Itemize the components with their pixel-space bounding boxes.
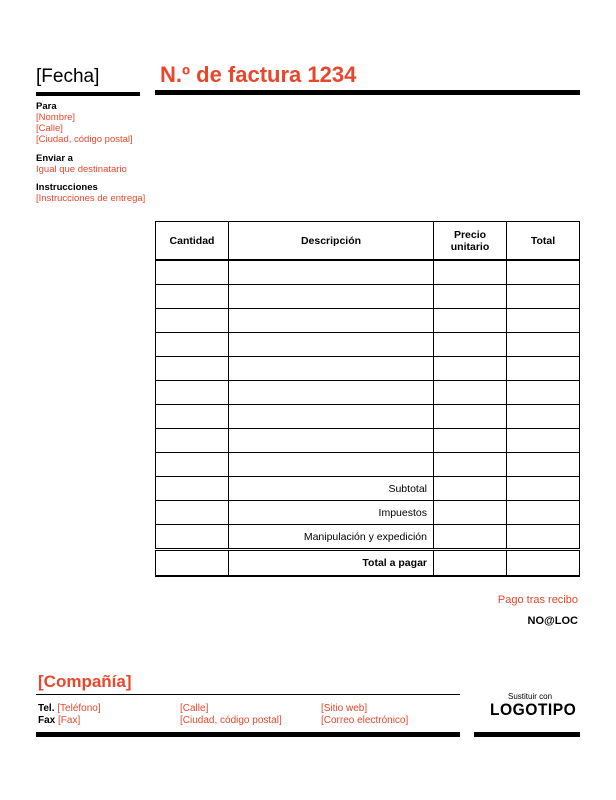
cell[interactable] <box>156 285 229 309</box>
logo-placeholder: LOGOTIPO <box>490 700 577 719</box>
cell[interactable] <box>229 285 434 309</box>
subtotal-value[interactable] <box>507 477 580 501</box>
cell[interactable] <box>434 260 507 285</box>
total-due-row <box>156 550 580 577</box>
taxes-label: Impuestos <box>229 501 434 525</box>
instructions-block <box>36 182 145 204</box>
instructions-label: Instrucciones <box>36 182 98 193</box>
instructions-value: [Instrucciones de entrega] <box>36 193 146 204</box>
cell[interactable] <box>507 285 580 309</box>
cell[interactable] <box>434 525 507 550</box>
footer-city: [Ciudad, código postal] <box>180 715 282 726</box>
title-rule <box>155 90 580 95</box>
table-row <box>156 285 580 309</box>
cell[interactable] <box>229 333 434 357</box>
ship-to-block <box>36 153 127 175</box>
recipient-city: [Ciudad, código postal] <box>36 134 133 145</box>
logo-subtitle: Sustituir con <box>508 692 553 701</box>
recipient-street: [Calle] <box>36 123 63 134</box>
cell[interactable] <box>156 260 229 285</box>
shipping-value[interactable] <box>507 525 580 550</box>
footer-address-column <box>180 703 282 727</box>
header-unit-price-line2: unitario <box>450 240 490 253</box>
table-row <box>156 453 580 477</box>
shipping-label: Manipulación y expedición <box>229 525 434 550</box>
cell[interactable] <box>507 357 580 381</box>
cell[interactable] <box>507 309 580 333</box>
fax-value: [Fax] <box>58 715 81 726</box>
footer-contact-column <box>38 703 101 727</box>
cell[interactable] <box>507 405 580 429</box>
footer-email: [Correo electrónico] <box>321 715 409 726</box>
cell[interactable] <box>507 333 580 357</box>
noloc-text: NO@LOC <box>527 615 578 627</box>
invoice-date: [Fecha] <box>36 66 100 87</box>
cell[interactable] <box>229 309 434 333</box>
fax-label: Fax <box>38 715 56 726</box>
table-row <box>156 381 580 405</box>
taxes-row <box>156 501 580 525</box>
date-rule <box>36 92 140 96</box>
company-rule <box>36 694 460 695</box>
payment-terms: Pago tras recibo <box>497 594 578 606</box>
subtotal-row <box>156 477 580 501</box>
header-unit-price <box>434 222 507 261</box>
cell[interactable] <box>434 357 507 381</box>
table-header-row <box>156 222 580 261</box>
cell[interactable] <box>156 405 229 429</box>
cell[interactable] <box>229 429 434 453</box>
cell <box>156 550 229 577</box>
table-row <box>156 260 580 285</box>
cell[interactable] <box>156 429 229 453</box>
recipient-block <box>36 101 133 145</box>
footer-rule-left <box>36 732 460 737</box>
footer-street: [Calle] <box>180 703 209 714</box>
cell[interactable] <box>507 381 580 405</box>
cell[interactable] <box>434 477 507 501</box>
recipient-name: [Nombre] <box>36 112 76 123</box>
invoice-number-title: N.º de factura 1234 <box>160 62 357 87</box>
cell[interactable] <box>156 453 229 477</box>
cell[interactable] <box>507 453 580 477</box>
cell[interactable] <box>434 405 507 429</box>
cell[interactable] <box>434 501 507 525</box>
header-unit-price-line1: Precio <box>453 228 487 241</box>
cell[interactable] <box>229 260 434 285</box>
header-quantity: Cantidad <box>156 222 229 261</box>
cell[interactable] <box>434 381 507 405</box>
cell[interactable] <box>434 333 507 357</box>
ship-to-value: Igual que destinatario <box>36 164 127 175</box>
cell <box>156 525 229 550</box>
table-row <box>156 429 580 453</box>
cell <box>156 501 229 525</box>
footer-web-column <box>321 703 408 727</box>
cell[interactable] <box>229 381 434 405</box>
table-row <box>156 333 580 357</box>
header-description: Descripción <box>229 222 434 261</box>
table-row <box>156 405 580 429</box>
cell[interactable] <box>229 357 434 381</box>
table-row <box>156 309 580 333</box>
cell <box>156 477 229 501</box>
cell[interactable] <box>156 381 229 405</box>
table-row <box>156 357 580 381</box>
cell[interactable] <box>434 309 507 333</box>
total-due-value[interactable] <box>507 550 580 577</box>
cell[interactable] <box>434 429 507 453</box>
cell[interactable] <box>507 260 580 285</box>
subtotal-label: Subtotal <box>229 477 434 501</box>
cell[interactable] <box>507 429 580 453</box>
cell[interactable] <box>434 453 507 477</box>
cell[interactable] <box>434 550 507 577</box>
taxes-value[interactable] <box>507 501 580 525</box>
cell[interactable] <box>434 285 507 309</box>
cell[interactable] <box>229 453 434 477</box>
cell[interactable] <box>229 405 434 429</box>
cell[interactable] <box>156 309 229 333</box>
header-total: Total <box>507 222 580 261</box>
recipient-label: Para <box>36 101 57 112</box>
ship-to-label: Enviar a <box>36 153 73 164</box>
cell[interactable] <box>156 357 229 381</box>
company-name: [Compañía] <box>38 672 132 691</box>
footer-website: [Sitio web] <box>321 703 368 714</box>
items-table <box>155 221 580 577</box>
cell[interactable] <box>156 333 229 357</box>
footer-rule-right <box>474 732 580 737</box>
shipping-row <box>156 525 580 550</box>
tel-value: [Teléfono] <box>57 703 101 714</box>
tel-label: Tel. <box>38 703 55 714</box>
total-due-label: Total a pagar <box>229 550 434 577</box>
